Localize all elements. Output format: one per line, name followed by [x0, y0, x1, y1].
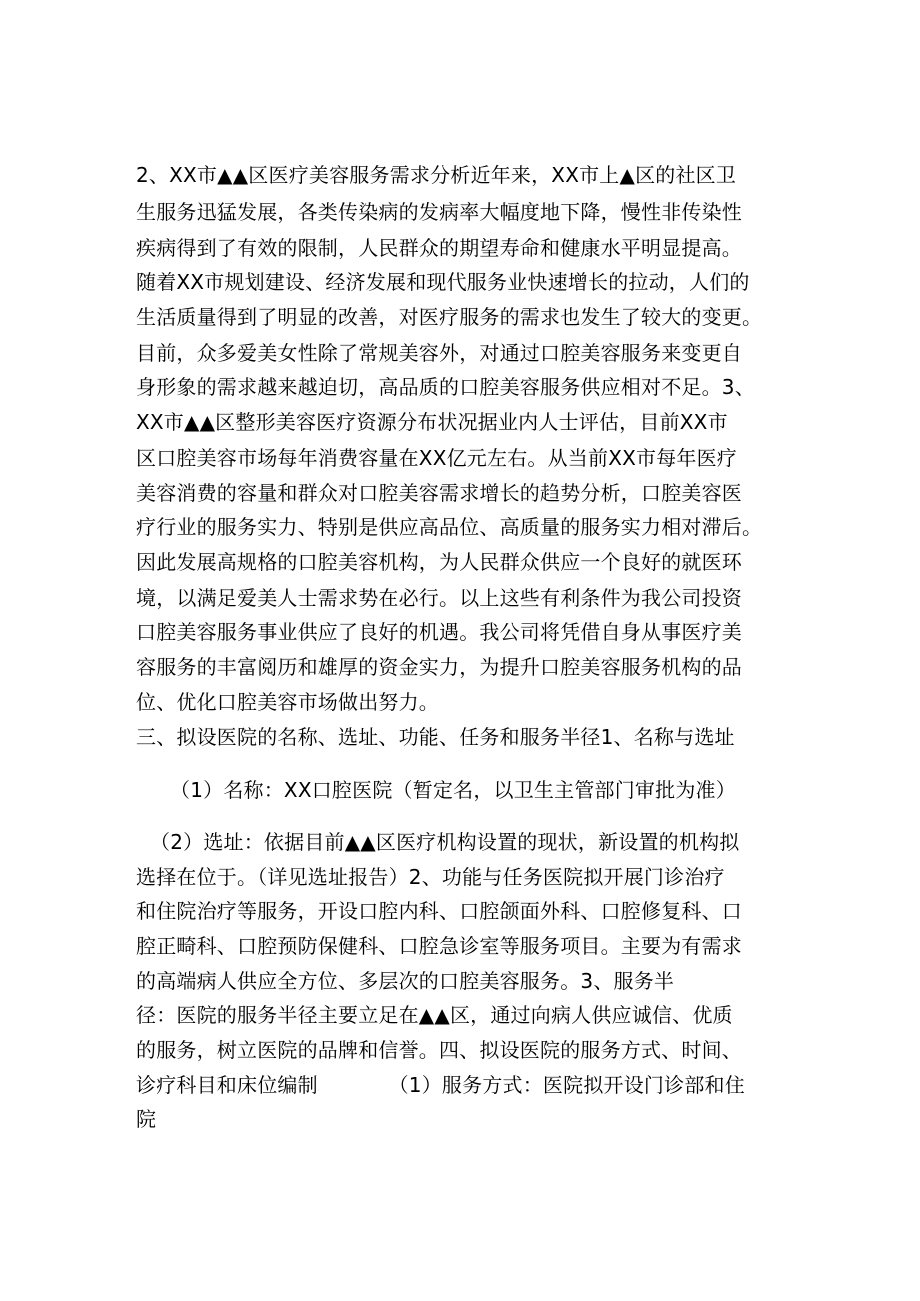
- text-line: 选择在位于。（详见选址报告）2、功能与任务医院拟开展门诊治疗: [136, 865, 725, 889]
- text-line: XX市▲▲区整形美容医疗资源分布状况据业内人士评估，目前XX市: [136, 410, 728, 434]
- text-line: 的服务，树立医院的品牌和信誉。四、拟设医院的服务方式、时间、: [136, 1038, 742, 1062]
- text-line: （2）选址：依据目前▲▲区医疗机构设置的现状，新设置的机构拟: [150, 830, 740, 854]
- text-line: 境，以满足爱美人士需求势在必行。以上这些有利条件为我公司投资: [136, 586, 742, 610]
- text-line: 美容消费的容量和群众对口腔美容需求增长的趋势分析，口腔美容医: [136, 481, 742, 505]
- text-line: 的高端病人供应全方位、多层次的口腔美容服务。3、服务半: [136, 969, 675, 993]
- text-line: 容服务的丰富阅历和雄厚的资金实力，为提升口腔美容服务机构的品: [136, 655, 742, 679]
- text-line: 疗行业的服务实力、特别是供应高品位、高质量的服务实力相对滞后。: [136, 515, 763, 539]
- text-line: （1）名称：XX口腔医院（暂定名，以卫生主管部门审批为准）: [170, 778, 736, 802]
- text-line: 腔正畸科、口腔预防保健科、口腔急诊室等服务项目。主要为有需求: [136, 934, 742, 958]
- text-line: 因此发展高规格的口腔美容机构，为人民群众供应一个良好的就医环: [136, 550, 742, 574]
- text-line: 位、优化口腔美容市场做出努力。: [136, 690, 439, 714]
- text-line: 生服务迅猛发展，各类传染病的发病率大幅度地下降，慢性非传染性: [136, 200, 742, 224]
- text-line: 口腔美容服务事业供应了良好的机遇。我公司将凭借自身从事医疗美: [136, 620, 742, 644]
- text-line: 目前，众多爱美女性除了常规美容外，对通过口腔美容服务来变更自: [136, 341, 742, 365]
- text-line: 随着XX市规划建设、经济发展和现代服务业快速增长的拉动，人们的: [136, 270, 750, 294]
- text-line: 生活质量得到了明显的改善，对医疗服务的需求也发生了较大的变更。: [136, 305, 763, 329]
- text-line: 2、XX市▲▲区医疗美容服务需求分析近年来，XX市上▲区的社区卫: [136, 163, 737, 187]
- text-line: 疾病得到了有效的限制，人民群众的期望寿命和健康水平明显提高。: [136, 236, 742, 260]
- text-line: 诊疗科目和床位编制 （1）服务方式：医院拟开设门诊部和住: [136, 1073, 745, 1097]
- text-line: 和住院治疗等服务，开设口腔内科、口腔颌面外科、口腔修复科、口: [136, 899, 742, 923]
- text-line: 区口腔美容市场每年消费容量在XX亿元左右。从当前XX市每年医疗: [136, 446, 738, 470]
- text-line: 径：医院的服务半径主要立足在▲▲区，通过向病人供应诚信、优质: [136, 1003, 733, 1027]
- section-heading: 三、拟设医院的名称、选址、功能、任务和服务半径1、名称与选址: [136, 725, 735, 749]
- text-line: 院: [136, 1107, 157, 1131]
- text-line: 身形象的需求越来越迫切，高品质的口腔美容服务供应相对不足。3、: [136, 375, 755, 399]
